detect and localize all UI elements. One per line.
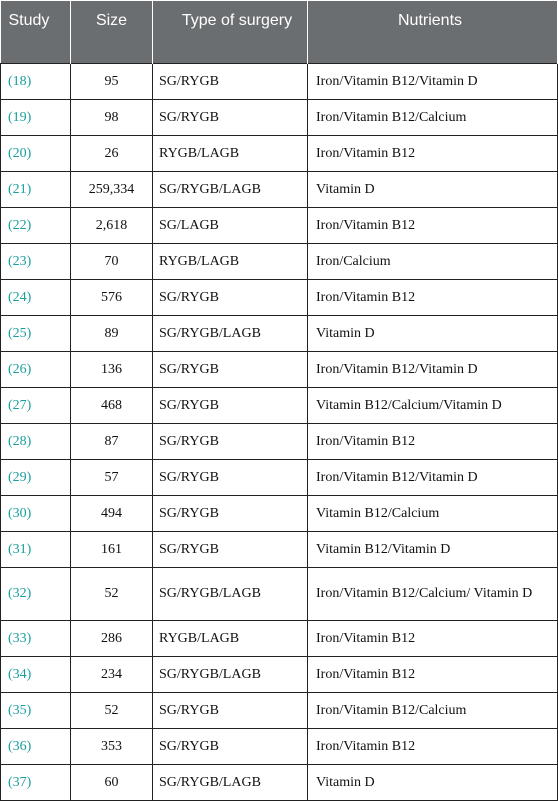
ref-close-paren: )	[26, 361, 32, 377]
nutrients-cell: Iron/Calcium	[308, 244, 558, 280]
reference-link[interactable]: 18	[12, 73, 27, 89]
table-row	[1, 532, 558, 568]
ref-open-paren: (	[8, 630, 13, 646]
size-cell: 52	[71, 693, 153, 729]
surgery-type-cell: SG/RYGB	[153, 460, 308, 496]
study-cell	[1, 136, 71, 172]
reference-link[interactable]: 32	[12, 586, 27, 601]
nutrients-cell: Vitamin B12/Calcium	[308, 496, 558, 532]
size-cell: 95	[71, 64, 153, 100]
nutrients-cell: Iron/Vitamin B12	[308, 729, 558, 765]
ref-close-paren: )	[26, 702, 32, 718]
ref-close-paren: )	[26, 289, 32, 305]
ref-open-paren: (	[8, 469, 13, 485]
table-row	[1, 64, 558, 100]
ref-close-paren: )	[26, 469, 32, 485]
surgery-type-cell: SG/RYGB/LAGB	[153, 568, 308, 621]
study-cell	[1, 424, 71, 460]
surgery-type-cell: SG/RYGB	[153, 496, 308, 532]
study-cell	[1, 657, 71, 693]
ref-close-paren: )	[26, 73, 32, 89]
reference-link[interactable]: 21	[12, 181, 27, 197]
table-row	[1, 729, 558, 765]
study-cell	[1, 621, 71, 657]
surgery-type-cell: SG/RYGB	[153, 532, 308, 568]
nutrients-cell: Iron/Vitamin B12	[308, 621, 558, 657]
ref-close-paren: )	[26, 181, 32, 197]
table-row	[1, 424, 558, 460]
study-cell	[1, 568, 71, 621]
study-cell	[1, 280, 71, 316]
nutrients-cell: Iron/Vitamin B12	[308, 657, 558, 693]
nutrients-cell: Iron/Vitamin B12	[308, 280, 558, 316]
ref-open-paren: (	[8, 586, 13, 601]
surgery-type-cell: SG/RYGB/LAGB	[153, 172, 308, 208]
surgery-type-cell: SG/RYGB	[153, 693, 308, 729]
header-row	[1, 1, 558, 64]
table-header	[1, 1, 558, 64]
surgery-type-cell: SG/RYGB	[153, 729, 308, 765]
nutrients-cell: Iron/Vitamin B12/Vitamin D	[308, 460, 558, 496]
size-cell: 98	[71, 100, 153, 136]
ref-open-paren: (	[8, 738, 13, 754]
nutrients-cell: Vitamin B12/Calcium/Vitamin D	[308, 388, 558, 424]
study-cell	[1, 496, 71, 532]
ref-open-paren: (	[8, 325, 13, 341]
study-cell	[1, 100, 71, 136]
table-row	[1, 388, 558, 424]
size-cell: 136	[71, 352, 153, 388]
nutrients-cell: Vitamin D	[308, 172, 558, 208]
size-cell: 60	[71, 765, 153, 801]
header-nutrients	[308, 1, 558, 64]
size-cell: 70	[71, 244, 153, 280]
size-cell: 234	[71, 657, 153, 693]
surgery-type-cell: SG/RYGB/LAGB	[153, 765, 308, 801]
study-cell	[1, 244, 71, 280]
table-row	[1, 244, 558, 280]
ref-close-paren: )	[26, 505, 32, 521]
nutrients-cell: Iron/Vitamin B12/Calcium	[308, 100, 558, 136]
ref-open-paren: (	[8, 774, 13, 790]
header-type-label: Type of surgery	[181, 12, 293, 29]
header-nutrients-label: Nutrients	[398, 12, 463, 29]
ref-open-paren: (	[8, 145, 13, 161]
reference-link[interactable]: 19	[12, 109, 27, 125]
table-row	[1, 621, 558, 657]
reference-link[interactable]: 33	[12, 630, 27, 646]
header-size-label: Size	[95, 12, 128, 29]
reference-link[interactable]: 30	[12, 505, 27, 521]
study-cell	[1, 172, 71, 208]
study-cell	[1, 388, 71, 424]
surgery-type-cell: SG/RYGB/LAGB	[153, 657, 308, 693]
table-row	[1, 765, 558, 801]
surgery-type-cell: SG/RYGB	[153, 64, 308, 100]
table-row	[1, 136, 558, 172]
reference-link[interactable]: 25	[12, 325, 27, 341]
table-row	[1, 172, 558, 208]
ref-open-paren: (	[8, 253, 13, 269]
size-cell: 57	[71, 460, 153, 496]
header-type-of-surgery	[153, 1, 308, 64]
ref-close-paren: )	[26, 145, 32, 161]
reference-link[interactable]: 22	[12, 217, 27, 233]
ref-close-paren: )	[26, 433, 32, 449]
nutrients-cell: Iron/Vitamin B12/Vitamin D	[308, 64, 558, 100]
ref-open-paren: (	[8, 217, 13, 233]
ref-open-paren: (	[8, 505, 13, 521]
size-cell: 353	[71, 729, 153, 765]
ref-open-paren: (	[8, 109, 13, 125]
nutrients-cell: Vitamin B12/Vitamin D	[308, 532, 558, 568]
nutrients-cell: Iron/Vitamin B12/Vitamin D	[308, 352, 558, 388]
nutrients-cell: Iron/Vitamin B12/Calcium/ Vitamin D	[308, 568, 558, 621]
table-row	[1, 280, 558, 316]
table-row	[1, 568, 558, 621]
header-size	[71, 1, 153, 64]
table-row	[1, 657, 558, 693]
surgery-type-cell: SG/RYGB	[153, 280, 308, 316]
reference-link[interactable]: 28	[12, 433, 27, 449]
ref-open-paren: (	[8, 181, 13, 197]
size-cell: 259,334	[71, 172, 153, 208]
ref-open-paren: (	[8, 289, 13, 305]
table-row	[1, 693, 558, 729]
reference-link[interactable]: 37	[12, 774, 27, 790]
table-row	[1, 460, 558, 496]
reference-link[interactable]: 26	[12, 361, 27, 377]
size-cell: 87	[71, 424, 153, 460]
study-cell	[1, 64, 71, 100]
ref-close-paren: )	[26, 666, 32, 682]
nutrients-cell: Vitamin D	[308, 765, 558, 801]
size-cell: 52	[71, 568, 153, 621]
surgery-type-cell: RYGB/LAGB	[153, 621, 308, 657]
reference-link[interactable]: 23	[12, 253, 27, 269]
surgery-type-cell: SG/RYGB	[153, 424, 308, 460]
ref-close-paren: )	[26, 774, 32, 790]
size-cell: 576	[71, 280, 153, 316]
nutrients-cell: Iron/Vitamin B12	[308, 136, 558, 172]
ref-open-paren: (	[8, 702, 13, 718]
size-cell: 2,618	[71, 208, 153, 244]
size-cell: 161	[71, 532, 153, 568]
ref-close-paren: )	[26, 325, 32, 341]
table-row	[1, 316, 558, 352]
size-cell: 89	[71, 316, 153, 352]
nutrients-cell: Iron/Vitamin B12	[308, 208, 558, 244]
reference-link[interactable]: 31	[12, 541, 27, 557]
study-cell	[1, 208, 71, 244]
ref-open-paren: (	[8, 541, 13, 557]
surgery-type-cell: SG/RYGB/LAGB	[153, 316, 308, 352]
nutrients-cell: Vitamin D	[308, 316, 558, 352]
surgery-type-cell: RYGB/LAGB	[153, 136, 308, 172]
ref-open-paren: (	[8, 361, 13, 377]
ref-open-paren: (	[8, 397, 13, 413]
surgery-type-cell: RYGB/LAGB	[153, 244, 308, 280]
table-body	[1, 64, 558, 801]
surgery-type-cell: SG/LAGB	[153, 208, 308, 244]
ref-open-paren: (	[8, 666, 13, 682]
ref-close-paren: )	[26, 253, 32, 269]
ref-close-paren: )	[26, 738, 32, 754]
study-cell	[1, 765, 71, 801]
reference-link[interactable]: 27	[12, 397, 27, 413]
nutrients-cell: Iron/Vitamin B12/Calcium	[308, 693, 558, 729]
study-cell	[1, 532, 71, 568]
reference-link[interactable]: 29	[12, 469, 27, 485]
size-cell: 286	[71, 621, 153, 657]
ref-close-paren: )	[26, 109, 32, 125]
reference-link[interactable]: 20	[12, 145, 27, 161]
header-study	[1, 1, 71, 64]
table-row	[1, 208, 558, 244]
reference-link[interactable]: 36	[12, 738, 27, 754]
reference-link[interactable]: 24	[12, 289, 27, 305]
ref-close-paren: )	[26, 397, 32, 413]
nutrients-cell: Iron/Vitamin B12	[308, 424, 558, 460]
study-cell	[1, 352, 71, 388]
size-cell: 26	[71, 136, 153, 172]
size-cell: 468	[71, 388, 153, 424]
reference-link[interactable]: 34	[12, 666, 27, 682]
surgery-type-cell: SG/RYGB	[153, 352, 308, 388]
surgery-type-cell: SG/RYGB	[153, 100, 308, 136]
study-cell	[1, 316, 71, 352]
reference-link[interactable]: 35	[12, 702, 27, 718]
ref-close-paren: )	[26, 630, 32, 646]
size-cell: 494	[71, 496, 153, 532]
ref-close-paren: )	[26, 217, 32, 233]
ref-close-paren: )	[26, 541, 32, 557]
table-row	[1, 352, 558, 388]
ref-close-paren: )	[26, 586, 32, 601]
study-cell	[1, 693, 71, 729]
study-cell	[1, 729, 71, 765]
surgery-type-cell: SG/RYGB	[153, 388, 308, 424]
table-row	[1, 100, 558, 136]
header-study-label: Study	[8, 12, 50, 29]
table-row	[1, 496, 558, 532]
ref-open-paren: (	[8, 433, 13, 449]
ref-open-paren: (	[8, 73, 13, 89]
study-cell	[1, 460, 71, 496]
